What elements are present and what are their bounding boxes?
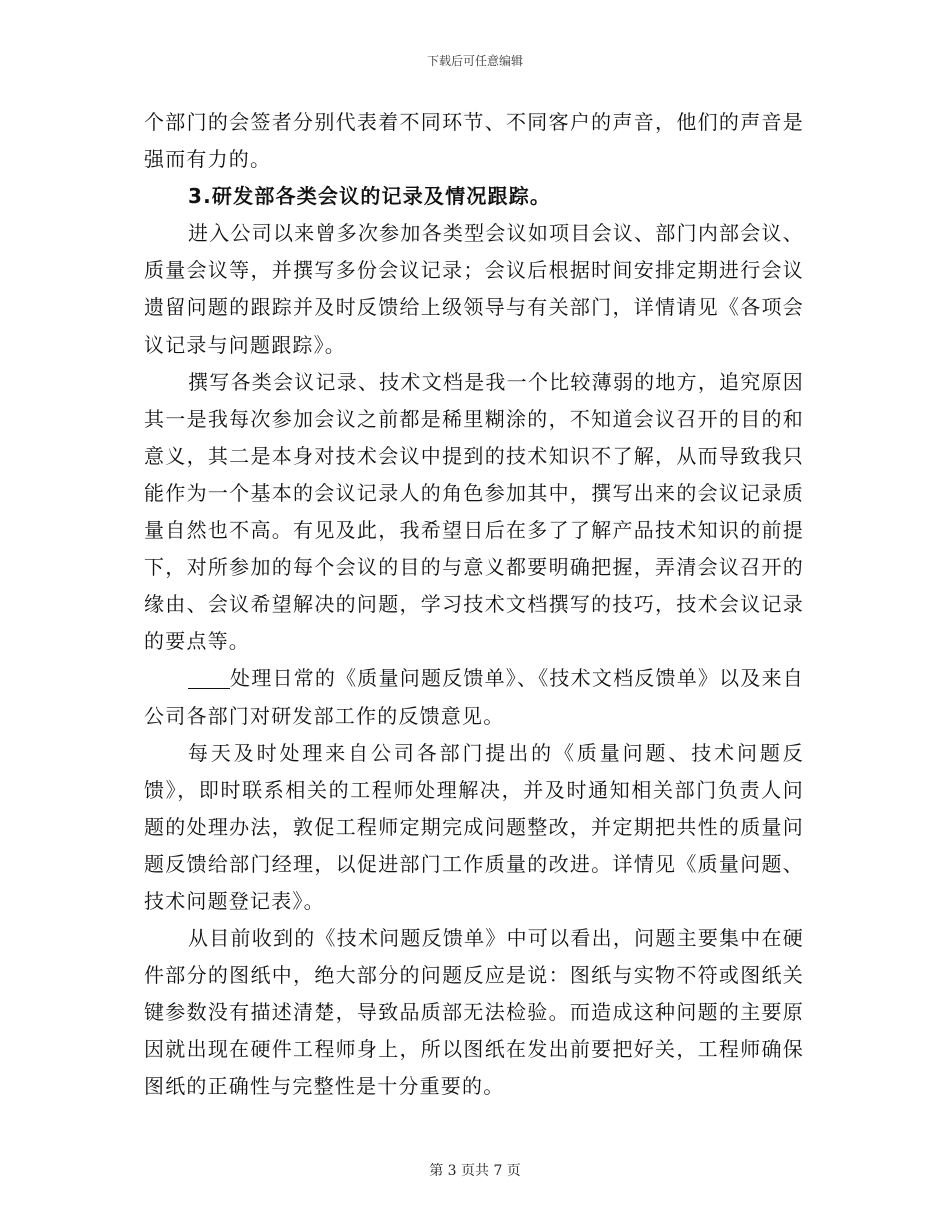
paragraph-with-blank bbox=[144, 660, 804, 734]
paragraph-continuation: 个部门的会签者分别代表着不同环节、不同客户的声音，他们的声音是强而有力的。 bbox=[144, 110, 804, 172]
paragraph: 进入公司以来曾多次参加各类型会议如项目会议、部门内部会议、质量会议等，并撰写多份会议记录；会议后根据时间安排定期进行会议遗留问题的跟踪并及时反馈给上级领导与有关部门，详情请见《各项会议记录与问题跟踪》。 bbox=[144, 221, 804, 357]
paragraph-text: 处理日常的《质量问题反馈单》、《技术文档反馈单》以及来自公司各部门对研发部工作的反馈意见。 bbox=[144, 666, 804, 728]
page-footer: 第 3 页共 7 页 bbox=[429, 1163, 521, 1179]
fill-in-blank bbox=[188, 668, 230, 689]
paragraph: 撰写各类会议记录、技术文档是我一个比较薄弱的地方，追究原因其一是我每次参加会议之前都是稀里糊涂的，不知道会议召开的目的和意义，其二是本身对技术会议中提到的技术知识不了解，从而导致我只能作为一个基本的会议记录人的角色参加其中，撰写出来的会议记录质量自然也不高。有见及此，我希望日后在多了了解产品技术知识的前提下，对所参加的每个会议的目的与意义都要明确把握，弄清会议召开的缘由、会议希望解决的问题，学习技术文档撰写的技巧，技术会议记录的要点等。 bbox=[144, 369, 804, 654]
document-body bbox=[144, 104, 804, 1106]
section-heading: 3.研发部各类会议的记录及情况跟踪。 bbox=[188, 184, 552, 209]
paragraph: 从目前收到的《技术问题反馈单》中可以看出，问题主要集中在硬件部分的图纸中，绝大部分的问题反应是说：图纸与实物不符或图纸关键参数没有描述清楚，导致品质部无法检验。而造成这种问题的主要原因就出现在硬件工程师身上，所以图纸在发出前要把好关，工程师确保图纸的正确性与完整性是十分重要的。 bbox=[144, 926, 804, 1099]
page-header: 下载后可任意编辑 bbox=[426, 54, 523, 68]
paragraph: 每天及时处理来自公司各部门提出的《质量问题、技术问题反馈》，即时联系相关的工程师处理解决，并及时通知相关部门负责人问题的处理办法，敦促工程师定期完成问题整改，并定期把共性的质量问题反馈给部门经理，以促进部门工作质量的改进。详情见《质量问题、技术问题登记表》。 bbox=[144, 740, 804, 913]
